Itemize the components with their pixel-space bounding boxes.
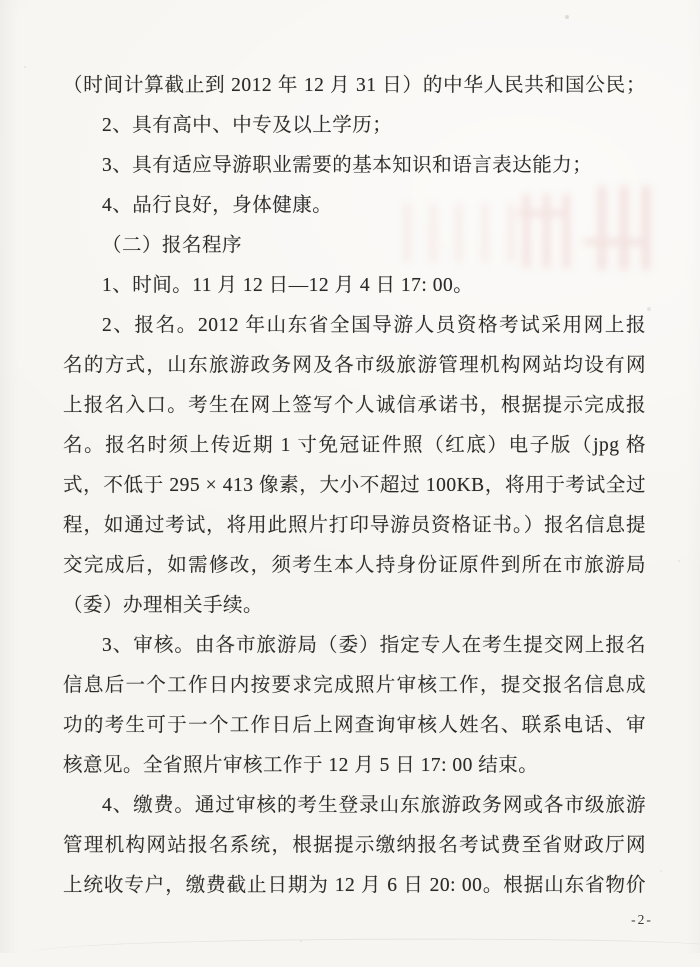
scan-speckles bbox=[0, 0, 2, 2]
text-line: 信息后一个工作日内按要求完成照片审核工作，提交报名信息成 bbox=[63, 675, 646, 696]
text-line: 上统收专户，缴费截止日期为 12 月 6 日 20: 00。根据山东省物价 bbox=[63, 875, 646, 896]
text-line: 管理机构网站报名系统，根据提示缴纳报名考试费至省财政厅网 bbox=[63, 835, 646, 856]
text-line: 4、缴费。通过审核的考生登录山东旅游政务网或各市级旅游 bbox=[102, 795, 646, 816]
text-line: 3、审核。由各市旅游局（委）指定专人在考生提交网上报名 bbox=[102, 635, 646, 656]
text-line: 2、报名。2012 年山东省全国导游人员资格考试采用网上报 bbox=[102, 315, 646, 336]
text-line: 名。报名时须上传近期 1 寸免冠证件照（红底）电子版（jpg 格 bbox=[63, 435, 646, 456]
text-line: 功的考生可于一个工作日后上网查询审核人姓名、联系电话、审 bbox=[63, 715, 646, 736]
text-line: 核意见。全省照片审核工作于 12 月 5 日 17: 00 结束。 bbox=[63, 755, 539, 776]
text-line: 3、具有适应导游职业需要的基本知识和语言表达能力； bbox=[102, 155, 593, 176]
text-line: 名的方式，山东旅游政务网及各市级旅游管理机构网站均设有网 bbox=[63, 355, 646, 376]
page-number: -2- bbox=[631, 912, 653, 927]
text-line: 1、时间。11 月 12 日—12 月 4 日 17: 00。 bbox=[102, 275, 474, 296]
text-line: （委）办理相关手续。 bbox=[63, 595, 264, 616]
text-line: （时间计算截止到 2012 年 12 月 31 日）的中华人民共和国公民； bbox=[63, 75, 646, 96]
text-line: 式，不低于 295 × 413 像素，大小不超过 100KB，将用于考试全过 bbox=[63, 475, 646, 496]
document-body bbox=[63, 66, 646, 906]
text-line: 交完成后，如需修改，须考生本人持身份证原件到所在市旅游局 bbox=[63, 555, 646, 576]
text-line: （二）报名程序 bbox=[102, 235, 243, 256]
text-line: 2、具有高中、中专及以上学历； bbox=[102, 115, 393, 136]
text-line: 程，如通过考试，将用此照片打印导游员资格证书。）报名信息提 bbox=[63, 515, 646, 536]
text-line: 上报名入口。考生在网上签写个人诚信承诺书，根据提示完成报 bbox=[63, 395, 646, 416]
text-line: 4、品行良好，身体健康。 bbox=[102, 195, 333, 216]
